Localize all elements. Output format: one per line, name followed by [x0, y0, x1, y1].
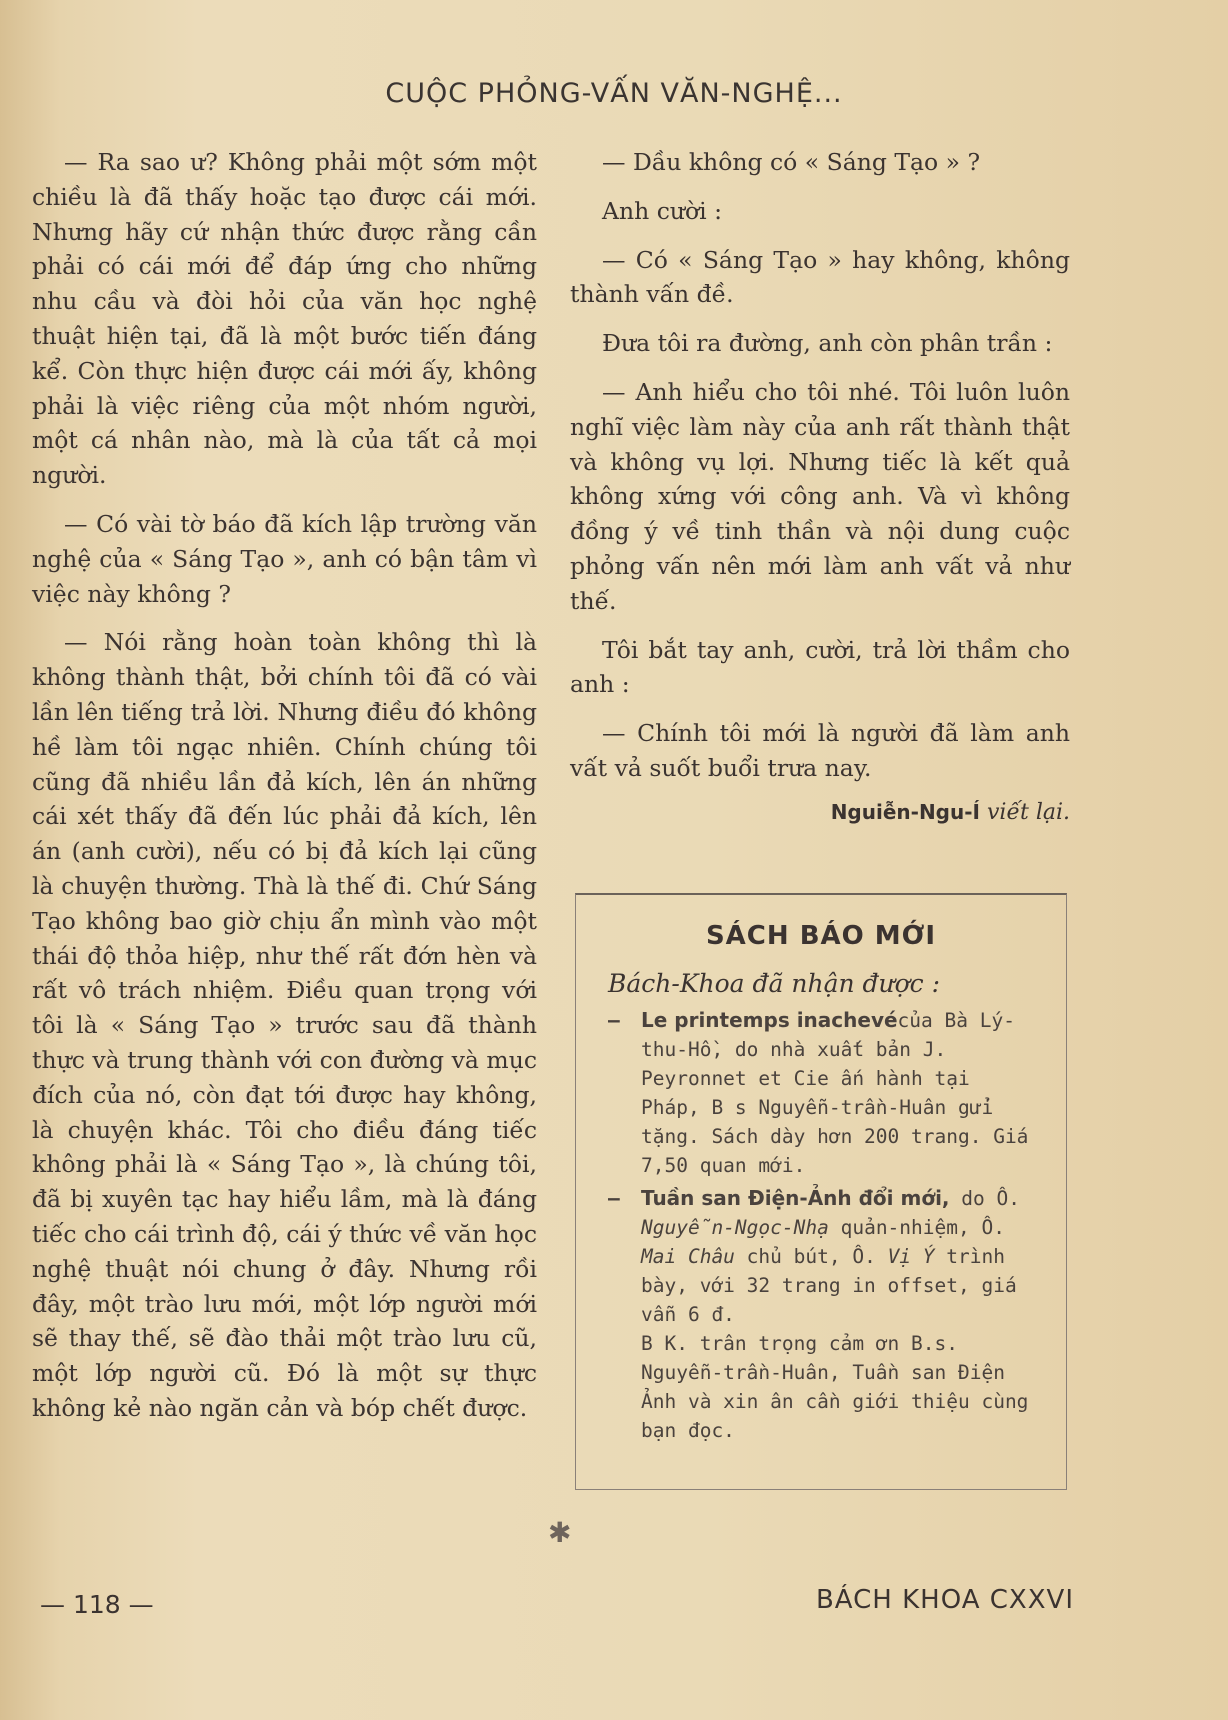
entry-title: Le printemps inachevé — [641, 1008, 898, 1032]
author-signature — [570, 800, 1070, 825]
paragraph: — Dầu không có « Sáng Tạo » ? — [602, 148, 981, 176]
paragraph: — Có vài tờ báo đã kích lập trường văn nghệ của « Sáng Tạo », anh có bận tâm vì việc này không ? — [32, 509, 537, 608]
entry-dash: — — [608, 1187, 620, 1210]
entry-editor: Nguyễn-Ngọc-Nhạ — [641, 1216, 829, 1239]
paragraph: — Có « Sáng Tạo » hay không, không thành vấn đề. — [570, 245, 1070, 309]
book-entry — [608, 1006, 1038, 1180]
right-column — [570, 145, 1070, 825]
thanks-note: B K. trân trọng cảm ơn B.s. Nguyễn-trần-Huân, Tuần san Điện Ảnh và xin ân cần giới thiệu cùng bạn đọc. — [641, 1332, 1029, 1442]
entry-chief: Mai Châu — [641, 1245, 735, 1268]
entry-title: Tuần san Điện-Ảnh đổi mới, — [641, 1186, 950, 1210]
new-books-intro: Bách-Khoa đã nhận được : — [608, 969, 941, 998]
entry-dash: — — [608, 1009, 620, 1032]
paragraph: Anh cười : — [602, 196, 723, 225]
paragraph: — Chính tôi mới là người đã làm anh vất vả suốt buổi trưa nay. — [570, 719, 1070, 782]
left-column — [32, 145, 537, 1440]
signature-name: Nguiễn-Ngu-Í — [830, 799, 980, 824]
publication-name: BÁCH KHOA CXXVI — [815, 1585, 1074, 1615]
paragraph: — Ra sao ư? Không phải một sớm một chiều là đã thấy hoặc tạo được cái mới. Nhưng hãy cứ nhận thức được rằng cần phải có cái mới để đáp ứng cho những nhu cầu và đòi hỏi của văn học nghệ thuật hiện tại, đã là một bước tiến đáng kể. Còn thực hiện được cái mới ấy, không phải là việc riêng của một nhóm người, một cá nhân nào, mà là của tất cả mọi người. — [32, 148, 537, 490]
new-books-title: SÁCH BÁO MỚI — [705, 921, 937, 951]
paragraph: — Anh hiểu cho tôi nhé. Tôi luôn luôn nghĩ việc làm này của anh rất thành thật và không vụ lợi. Nhưng tiếc là kết quả không xứng với công anh. Và vì không đồng ý về tinh thần và nội dung cuộc phỏng vấn nên mới làm anh vất vả như thế. — [570, 377, 1070, 615]
entry-designer: Vị Ý — [887, 1245, 935, 1268]
book-entry — [608, 1184, 1038, 1329]
page-header: CUỘC PHỎNG-VẤN VĂN-NGHỆ... — [385, 78, 843, 109]
entry-text: của Bà Lý-thu-Hồ, do nhà xuất bản J. Peyronnet et Cie ấn hành tại Pháp, B s Nguyễn-trần-Huân gửi tặng. Sách dày hơn 200 trang. Giá 7,50 quan mới. — [641, 1009, 1029, 1177]
entry-text: chủ bút, Ô. — [746, 1245, 876, 1268]
entry-text: do Ô. — [961, 1187, 1020, 1210]
new-books-box — [575, 893, 1067, 1490]
entry-text: quản-nhiệm, Ô. — [840, 1216, 1005, 1239]
signature-note: viết lại. — [986, 799, 1070, 825]
ornament-star-icon: ✱ — [548, 1516, 572, 1549]
paragraph: Đưa tôi ra đường, anh còn phân trần : — [602, 329, 1053, 358]
entry-text: trình bày, với 32 trang in offset, giá vẫn 6 đ. — [641, 1245, 1017, 1326]
page-number: — 118 — — [40, 1590, 154, 1619]
paragraph: — Nói rằng hoàn toàn không thì là không thành thật, bởi chính tôi đã có vài lần lên tiếng trả lời. Nhưng điều đó không hề làm tôi ngạc nhiên. Chính chúng tôi cũng đã nhiều lần đả kích, lên án những cái xét thấy đã đến lúc phải đả kích, lên án (anh cười), nếu có bị đả kích lại cũng là chuyện thường. Thà là thế đi. Chứ Sáng Tạo không bao giờ chịu ẩn mình vào một thái độ thỏa hiệp, như thế rất đớn hèn và rất vô trách nhiệm. Điều quan trọng với tôi là « Sáng Tạo » trước sau đã thành thực và trung thành với con đường và mục đích của nó, còn đạt tới được hay không, là chuyện khác. Tôi cho điều đáng tiếc không phải là « Sáng Tạo », là chúng tôi, đã bị xuyên tạc hay hiểu lầm, mà là đáng tiếc cho cái trình độ, cái ý thức về văn học nghệ thuật nói chung ở đây. Nhưng rồi đây, một trào lưu mới, một lớp người mới sẽ thay thế, sẽ đào thải một trào lưu cũ, một lớp người cũ. Đó là một sự thực không kẻ nào ngăn cản và bóp chết được. — [32, 628, 537, 1422]
paragraph: Tôi bắt tay anh, cười, trả lời thầm cho anh : — [570, 635, 1070, 699]
